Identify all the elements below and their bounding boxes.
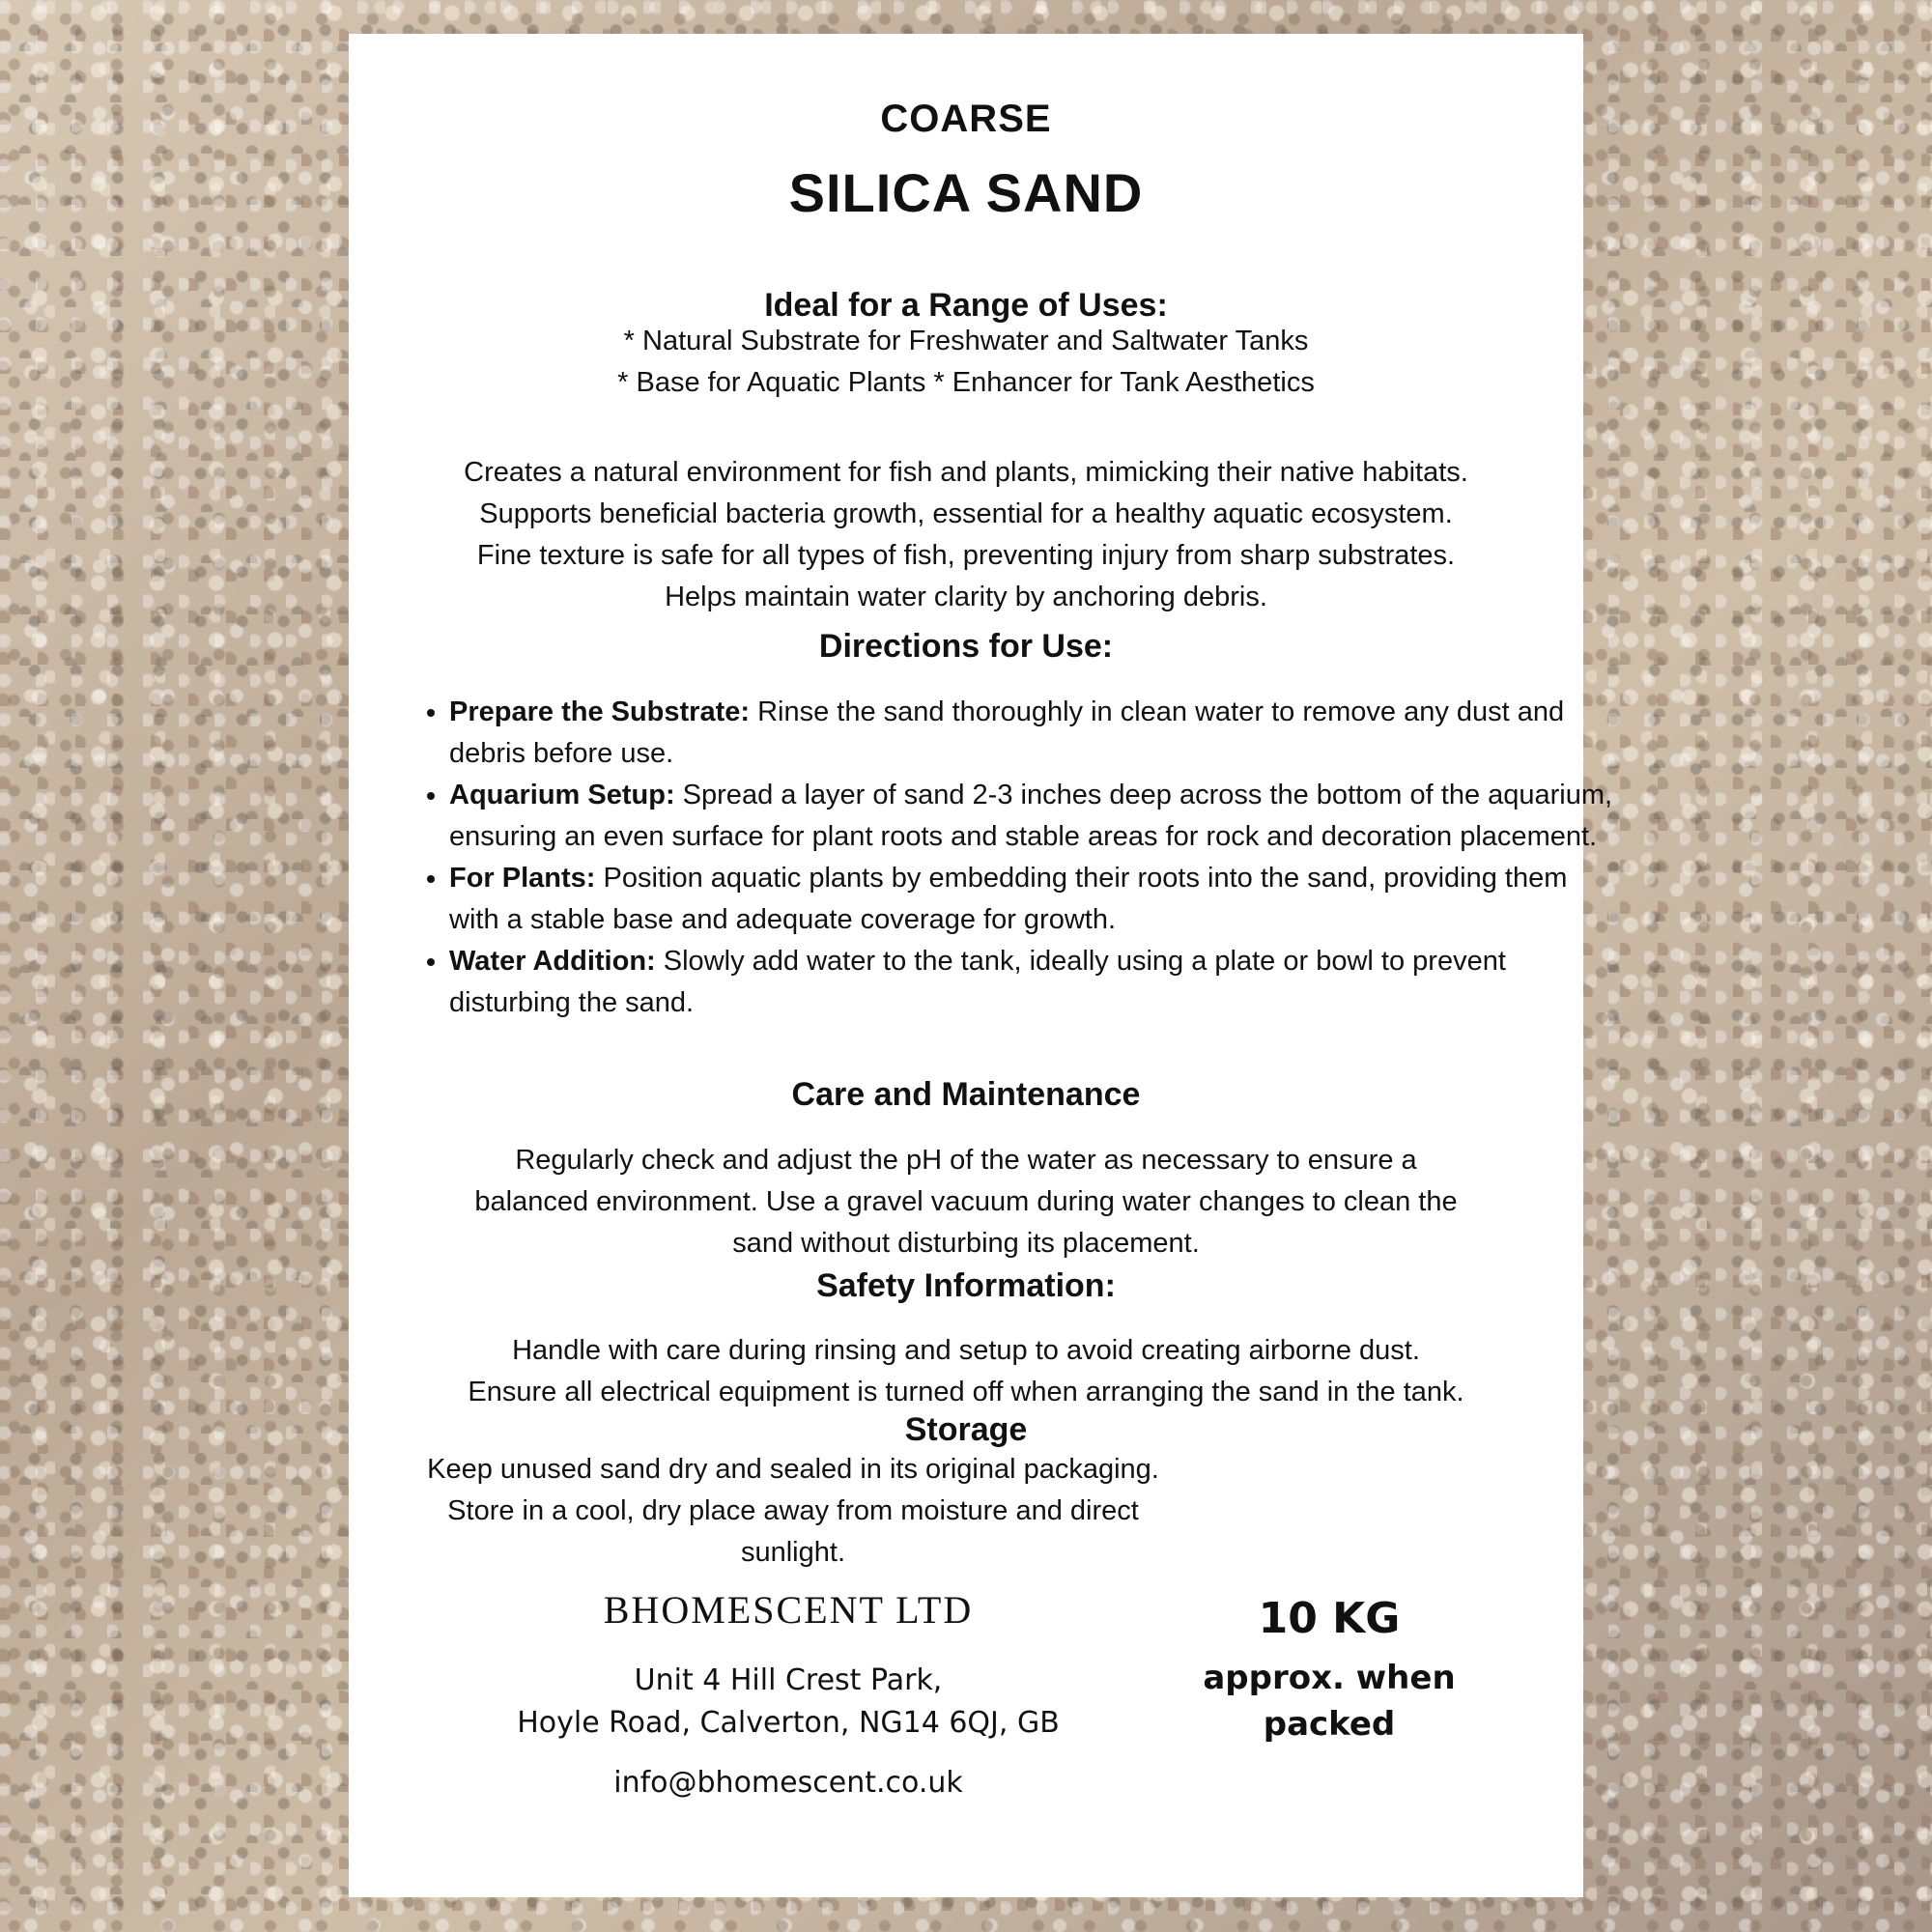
storage-line: Keep unused sand dry and sealed in its original packaging. (427, 1454, 1159, 1485)
direction-text: Spread a layer of sand 2-3 inches deep across the bottom of the aquarium, ensuring an even surface for plant roots and stable areas for rock and decoration placement. (449, 780, 1613, 852)
grade-heading: COARSE (880, 98, 1052, 140)
direction-label: Water Addition: (449, 946, 656, 977)
directions-heading: Directions for Use: (818, 628, 1114, 665)
address-line: Unit 4 Hill Crest Park, (634, 1663, 943, 1697)
care-heading: Care and Maintenance (791, 1076, 1141, 1113)
care-line: Regularly check and adjust the pH of the water as necessary to ensure a (515, 1145, 1417, 1176)
weight-note (1151, 1655, 1508, 1747)
storage-line: sunlight. (740, 1537, 845, 1568)
intro-line: Supports beneficial bacteria growth, essential for a healthy aquatic ecosystem. (479, 498, 1453, 529)
company-name: BHOMESCENT LTD (603, 1588, 974, 1632)
care-line: sand without disturbing its placement. (732, 1228, 1200, 1259)
weight-note-line: packed (1263, 1705, 1396, 1744)
direction-item (449, 858, 1618, 941)
intro-line: Helps maintain water clarity by anchoring debris. (665, 582, 1267, 612)
safety-line: Handle with care during rinsing and setup to avoid creating airborne dust. (512, 1335, 1420, 1366)
intro-paragraph (349, 452, 1583, 618)
net-weight: 10 KG (1258, 1594, 1401, 1643)
direction-item (449, 941, 1618, 1024)
company-address (426, 1660, 1151, 1745)
direction-label: For Plants: (449, 863, 596, 894)
safety-heading: Safety Information: (816, 1267, 1116, 1304)
safety-paragraph (387, 1330, 1545, 1413)
care-paragraph (387, 1140, 1545, 1264)
uses-line: * Natural Substrate for Freshwater and Saltwater Tanks (623, 326, 1309, 356)
company-email[interactable]: info@bhomescent.co.uk (613, 1766, 963, 1800)
safety-line: Ensure all electrical equipment is turned off when arranging the sand in the tank. (468, 1377, 1464, 1407)
uses-list (349, 321, 1583, 404)
product-info-card (349, 34, 1613, 1897)
direction-label: Prepare the Substrate: (449, 696, 751, 727)
storage-paragraph (426, 1449, 1160, 1574)
care-line: balanced environment. Use a gravel vacuum during water changes to clean the (474, 1186, 1458, 1217)
direction-item (449, 692, 1618, 775)
address-line: Hoyle Road, Calverton, NG14 6QJ, GB (517, 1706, 1060, 1740)
storage-line: Store in a cool, dry place away from moisture and direct (447, 1495, 1139, 1526)
storage-heading: Storage (904, 1411, 1028, 1448)
directions-list (399, 692, 1618, 1024)
direction-item (449, 775, 1618, 858)
direction-text: Slowly add water to the tank, ideally using a plate or bowl to prevent disturbing the sand. (449, 946, 1506, 1018)
uses-heading: Ideal for a Range of Uses: (764, 287, 1168, 324)
weight-note-line: approx. when (1203, 1659, 1456, 1697)
direction-text: Rinse the sand thoroughly in clean water to remove any dust and debris before use. (449, 696, 1565, 769)
intro-line: Creates a natural environment for fish and plants, mimicking their native habitats. (464, 457, 1468, 488)
intro-line: Fine texture is safe for all types of fish, preventing injury from sharp substrates. (476, 540, 1456, 571)
direction-text: Position aquatic plants by embedding their roots into the sand, providing them with a stable base and adequate coverage for growth. (449, 863, 1568, 935)
uses-line: * Base for Aquatic Plants * Enhancer for Tank Aesthetics (617, 367, 1315, 398)
direction-label: Aquarium Setup: (449, 780, 675, 810)
product-title: SILICA SAND (788, 162, 1144, 223)
